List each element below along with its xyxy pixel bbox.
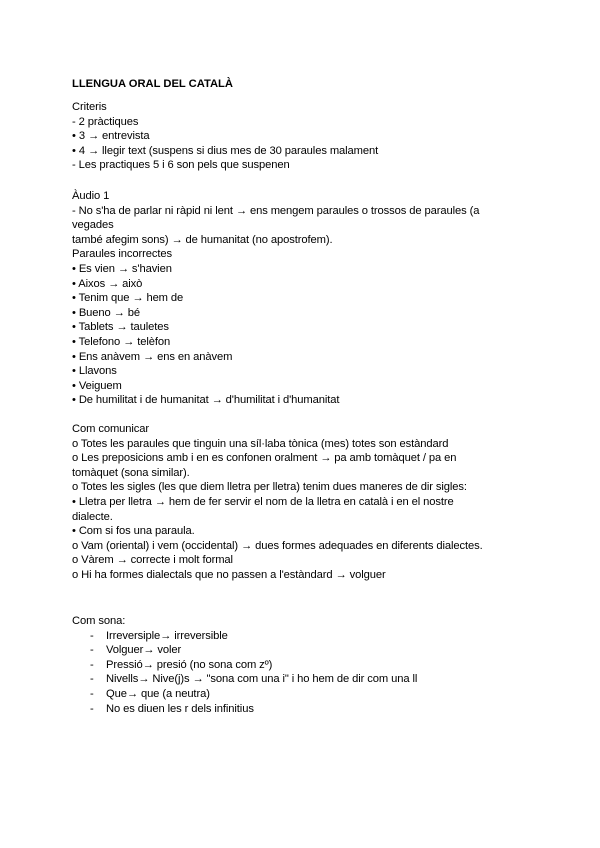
comunicar-line: dialecte. [72, 510, 113, 523]
audio-heading: Àudio 1 [72, 190, 110, 202]
comunicar-line: • Com si fos una paraula. [72, 525, 195, 538]
criteris-section [72, 100, 532, 173]
comunicar-heading: Com comunicar [72, 423, 150, 435]
comunicar-line: o Vam (oriental) i vem (occidental) → dues formes adequades en diferents dialectes. [72, 539, 483, 552]
audio-bullet: • Es vien → s'havien [72, 262, 172, 275]
comunicar-line: o Hi ha formes dialectals que no passen a l'estàndard → volguer [72, 568, 386, 581]
audio-line: vegades [72, 219, 114, 232]
sona-list [72, 629, 532, 717]
list-item: - Volguer→ voler [72, 643, 532, 658]
sona-heading: Com sona: [72, 615, 126, 627]
list-item: - Irreversiple→ irreversible [72, 629, 532, 644]
audio-line: també afegim sons) → de humanitat (no apostrofem). [72, 233, 333, 246]
list-item: - Pressió→ presió (no sona com zº) [72, 658, 532, 673]
criteris-line: • 4 → llegir text (suspens si dius mes de 30 paraules malament [72, 144, 379, 157]
list-item: - No es diuen les r dels infinitius [72, 702, 532, 717]
audio-bullet: • Tenim que → hem de [72, 292, 184, 305]
comunicar-line: tomàquet (sona similar). [72, 466, 190, 479]
comunicar-line: o Les preposicions amb i en es confonen oralment → pa amb tomàquet / pa en [72, 452, 457, 465]
comunicar-section [72, 422, 532, 583]
audio-bullet: • Telefono → telèfon [72, 335, 171, 348]
comunicar-line: o Totes les paraules que tinguin una síl·laba tònica (mes) totes son estàndard [72, 437, 449, 450]
document-title: LLENGUA ORAL DEL CATALÀ [72, 78, 233, 90]
audio-bullet: • De humilitat i de humanitat → d'humilitat i d'humanitat [72, 394, 340, 407]
audio-bullet: • Tablets → tauletes [72, 321, 169, 334]
incorrect-words-heading: Paraules incorrectes [72, 248, 172, 261]
criteris-line: - Les practiques 5 i 6 son pels que suspenen [72, 159, 290, 172]
list-item: - Que→ que (a neutra) [72, 687, 532, 702]
list-item: - Nivells→ Nive(j)s → "sona com una i" i ho hem de dir com una ll [72, 672, 532, 687]
audio-bullet: • Ens anàvem → ens en anàvem [72, 350, 233, 363]
criteris-heading: Criteris [72, 101, 107, 113]
audio-line: - No s'ha de parlar ni ràpid ni lent → ens mengem paraules o trossos de paraules (a [72, 204, 480, 217]
criteris-line: - 2 pràctiques [72, 115, 139, 128]
comunicar-line: o Totes les sigles (les que diem lletra per lletra) tenim dues maneres de dir sigles: [72, 481, 467, 494]
audio-bullet: • Aixos → això [72, 277, 143, 290]
audio-bullet: • Veiguem [72, 379, 122, 392]
criteris-line: • 3 → entrevista [72, 130, 150, 143]
audio-section [72, 189, 532, 408]
audio-bullet: • Bueno → bé [72, 306, 141, 319]
audio-bullet: • Llavons [72, 365, 117, 378]
comunicar-line: • Lletra per lletra → hem de fer servir el nom de la lletra en català i en el nostre [72, 495, 454, 508]
comunicar-line: o Vàrem → correcte i molt formal [72, 554, 233, 567]
sona-section [72, 614, 532, 716]
